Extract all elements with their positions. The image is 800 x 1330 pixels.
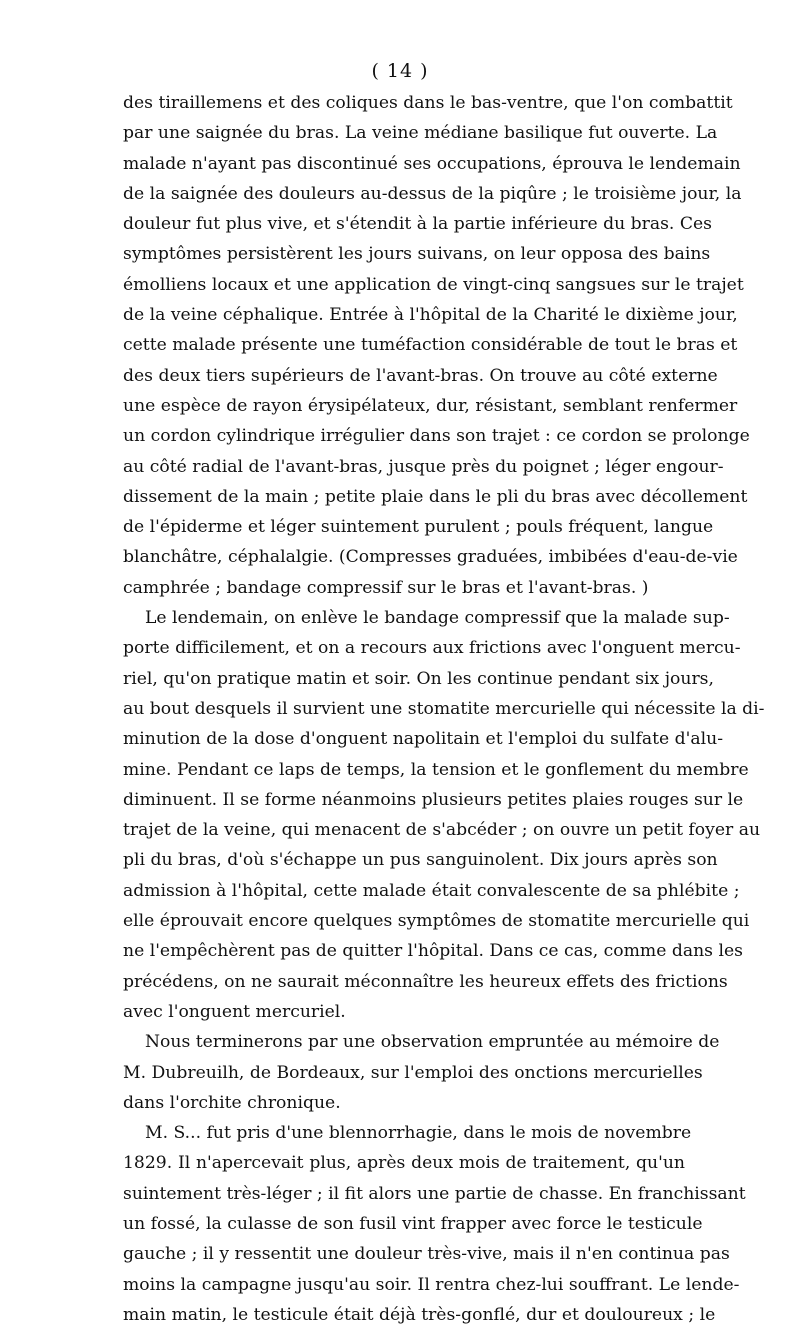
text-line: trajet de la veine, qui menacent de s'abcéder ; on ouvre un petit foyer au — [123, 820, 761, 841]
text-line: Le lendemain, on enlève le bandage compressif que la malade sup- — [145, 608, 730, 629]
text-line: riel, qu'on pratique matin et soir. On les continue pendant six jours, — [123, 668, 714, 689]
text-line: mine. Pendant ce laps de temps, la tension et le gonflement du membre — [123, 759, 749, 780]
page-number: ( 14 ) — [371, 60, 429, 82]
text-line: des deux tiers supérieurs de l'avant-bras. On trouve au côté externe — [123, 365, 718, 386]
text-line: dissement de la main ; petite plaie dans le pli du bras avec décollement — [123, 486, 748, 507]
text-line: avec l'onguent mercuriel. — [123, 1001, 346, 1022]
text-line: elle éprouvait encore quelques symptômes de stomatite mercurielle qui — [123, 911, 750, 932]
text-line: douleur fut plus vive, et s'étendit à la partie inférieure du bras. Ces — [123, 214, 712, 235]
text-line: M. Dubreuilh, de Bordeaux, sur l'emploi des onctions mercurielles — [123, 1062, 703, 1083]
text-line: pli du bras, d'où s'échappe un pus sanguinolent. Dix jours après son — [123, 850, 718, 871]
text-line: au côté radial de l'avant-bras, jusque près du poignet ; léger engour- — [123, 456, 724, 477]
text-line: de la saignée des douleurs au-dessus de la piqûre ; le troisième jour, la — [123, 183, 742, 204]
text-line: au bout desquels il survient une stomatite mercurielle qui nécessite la di- — [123, 698, 765, 719]
text-line: de la veine céphalique. Entrée à l'hôpital de la Charité le dixième jour, — [123, 305, 738, 326]
text-line: précédens, on ne saurait méconnaître les heureux effets des frictions — [123, 971, 728, 992]
text-line: Nous terminerons par une observation empruntée au mémoire de — [145, 1032, 720, 1053]
text-line: symptômes persistèrent les jours suivans, on leur opposa des bains — [123, 244, 711, 265]
text-line: camphrée ; bandage compressif sur le bras et l'avant-bras. ) — [123, 577, 649, 598]
text-line: ne l'empêchèrent pas de quitter l'hôpital. Dans ce cas, comme dans les — [123, 941, 743, 962]
text-line: une espèce de rayon érysipélateux, dur, résistant, semblant renfermer — [123, 395, 738, 416]
text-line: cette malade présente une tuméfaction considérable de tout le bras et — [123, 335, 738, 356]
text-line: porte difficilement, et on a recours aux frictions avec l'onguent mercu- — [123, 638, 741, 659]
text-line: de l'épiderme et léger suintement purulent ; pouls fréquent, langue — [123, 517, 714, 538]
text-line: émolliens locaux et une application de vingt-cinq sangsues sur le trajet — [123, 274, 744, 295]
text-line: suintement très-léger ; il fit alors une partie de chasse. En franchissant — [123, 1183, 746, 1204]
text-line: un fossé, la culasse de son fusil vint frapper avec force le testicule — [123, 1213, 703, 1234]
text-line: un cordon cylindrique irrégulier dans son trajet : ce cordon se prolonge — [123, 426, 750, 447]
text-line: 1829. Il n'apercevait plus, après deux mois de traitement, qu'un — [123, 1153, 685, 1174]
body-text — [123, 88, 765, 1330]
text-line: dans l'orchite chronique. — [123, 1092, 341, 1113]
text-line: diminuent. Il se forme néanmoins plusieurs petites plaies rouges sur le — [123, 789, 744, 810]
text-line: moins la campagne jusqu'au soir. Il rentra chez-lui souffrant. Le lende- — [123, 1274, 740, 1295]
text-line: malade n'ayant pas discontinué ses occupations, éprouva le lendemain — [123, 153, 741, 174]
text-line: par une saignée du bras. La veine médiane basilique fut ouverte. La — [123, 123, 718, 144]
text-line: gauche ; il y ressentit une douleur très-vive, mais il n'en continua pas — [123, 1244, 730, 1265]
text-line: M. S... fut pris d'une blennorrhagie, dans le mois de novembre — [145, 1123, 692, 1144]
text-line: minution de la dose d'onguent napolitain et l'emploi du sulfate d'alu- — [123, 729, 724, 750]
text-line: des tiraillemens et des coliques dans le bas-ventre, que l'on combattit — [123, 93, 733, 113]
text-line: blanchâtre, céphalalgie. (Compresses graduées, imbibées d'eau-de-vie — [123, 547, 738, 568]
text-line: main matin, le testicule était déjà très-gonflé, dur et douloureux ; le — [123, 1304, 716, 1325]
text-line: admission à l'hôpital, cette malade était convalescente de sa phlébite ; — [123, 880, 740, 901]
